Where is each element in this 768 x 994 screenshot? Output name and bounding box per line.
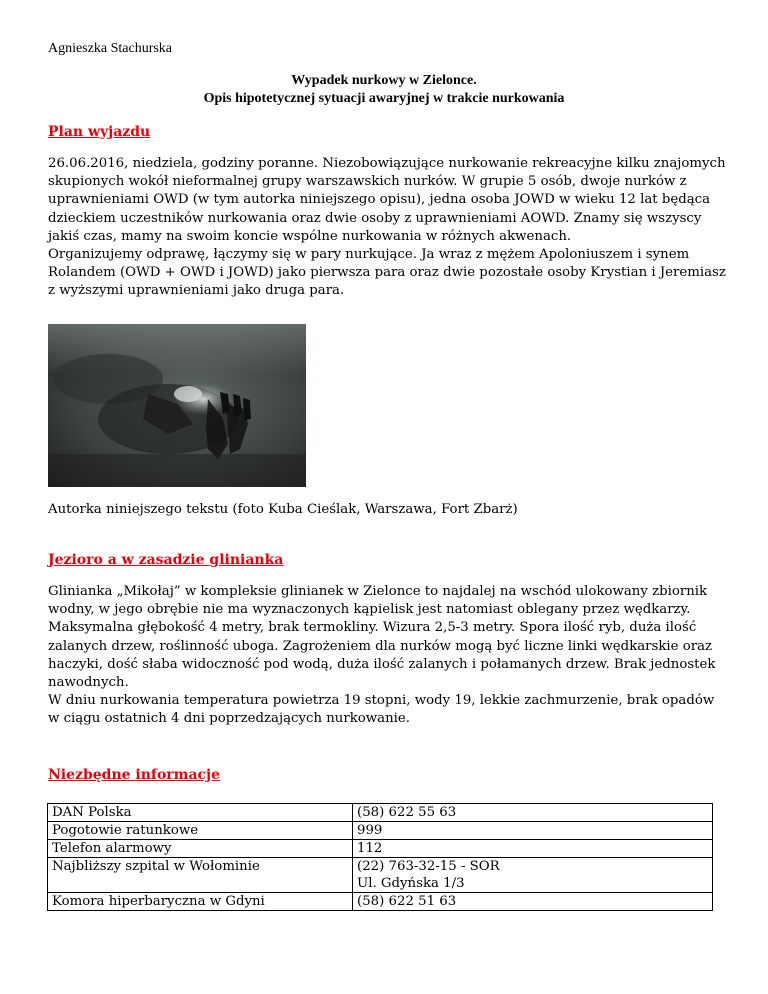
lake-text bbox=[48, 583, 728, 729]
contact-value bbox=[353, 858, 713, 893]
lake-paragraph-1: Glinianka „Mikołaj” w kompleksie glinianek w Zielonce to najdalej na wschód ulokowany zbiornik wodny, w jego obrębie nie ma wyznaczonych kąpielisk jest natomiast oblegany przez wędkarzy. bbox=[48, 584, 708, 618]
title-line-2: Opis hipotetycznej sytuacji awaryjnej w trakcie nurkowania bbox=[203, 91, 565, 106]
emergency-contacts-table bbox=[47, 803, 713, 911]
lake-paragraph-3: W dniu nurkowania temperatura powietrza 19 stopni, wody 19, lekkie zachmurzenie, brak opadów w ciągu ostatnich 4 dni poprzedzających nurkowanie. bbox=[48, 693, 715, 727]
document-title bbox=[0, 72, 768, 108]
table-row bbox=[48, 893, 713, 911]
section-heading-plan: Plan wyjazdu bbox=[48, 124, 151, 140]
author-name: Agnieszka Stachurska bbox=[48, 41, 173, 56]
title-line-1: Wypadek nurkowy w Zielonce. bbox=[291, 73, 477, 88]
table-row bbox=[48, 822, 713, 840]
table-row bbox=[48, 804, 713, 822]
section-heading-lake: Jezioro a w zasadzie glinianka bbox=[48, 552, 284, 568]
contact-label: Komora hiperbaryczna w Gdyni bbox=[48, 893, 353, 911]
contact-value: (58) 622 55 63 bbox=[353, 804, 713, 822]
contact-value: 112 bbox=[353, 840, 713, 858]
plan-text bbox=[48, 155, 728, 301]
lake-paragraph-2: Maksymalna głębokość 4 metry, brak termokliny. Wizura 2,5-3 metry. Spora ilość ryb, duża ilość zalanych drzew, roślinność uboga. Zagrożeniem dla nurków mogą być liczne linki wędkarskie oraz haczyki, dość słaba widoczność pod wodą, duża ilość zalanych i połamanych drzew. Brak jednostek nawodnych. bbox=[48, 620, 716, 691]
contact-label: Pogotowie ratunkowe bbox=[48, 822, 353, 840]
underwater-diver-photo bbox=[48, 324, 306, 487]
hospital-phone: (22) 763-32-15 - SOR bbox=[357, 859, 500, 874]
plan-paragraph-2: Organizujemy odprawę, łączymy się w pary nurkujące. Ja wraz z mężem Apoloniuszem i synem Rolandem (OWD + OWD i JOWD) jako pierwsza para oraz dwie pozostałe osoby Krystian i Jeremiasz z wyższymi uprawnieniami jako druga para. bbox=[48, 247, 726, 299]
section-heading-info: Niezbędne informacje bbox=[48, 767, 221, 783]
contact-label: DAN Polska bbox=[48, 804, 353, 822]
contact-label: Telefon alarmowy bbox=[48, 840, 353, 858]
contact-value: (58) 622 51 63 bbox=[353, 893, 713, 911]
photo-caption: Autorka niniejszego tekstu (foto Kuba Cieślak, Warszawa, Fort Zbarż) bbox=[48, 502, 518, 517]
table-row bbox=[48, 858, 713, 893]
contact-value: 999 bbox=[353, 822, 713, 840]
contact-label: Najbliższy szpital w Wołominie bbox=[48, 858, 353, 893]
table-row bbox=[48, 840, 713, 858]
hospital-address: Ul. Gdyńska 1/3 bbox=[357, 876, 465, 891]
plan-paragraph-1: 26.06.2016, niedziela, godziny poranne. Niezobowiązujące nurkowanie rekreacyjne kilku znajomych skupionych wokół nieformalnej grupy warszawskich nurków. W grupie 5 osób, dwoje nurków z uprawnieniami OWD (w tym autorka niniejszego opisu), jedna osoba JOWD w wieku 12 lat będąca dzieckiem uczestników nurkowania oraz dwie osoby z uprawnieniami AOWD. Znamy się wszyscy jakiś czas, mamy na swoim koncie wspólne nurkowania w różnych akwenach. bbox=[48, 156, 726, 244]
